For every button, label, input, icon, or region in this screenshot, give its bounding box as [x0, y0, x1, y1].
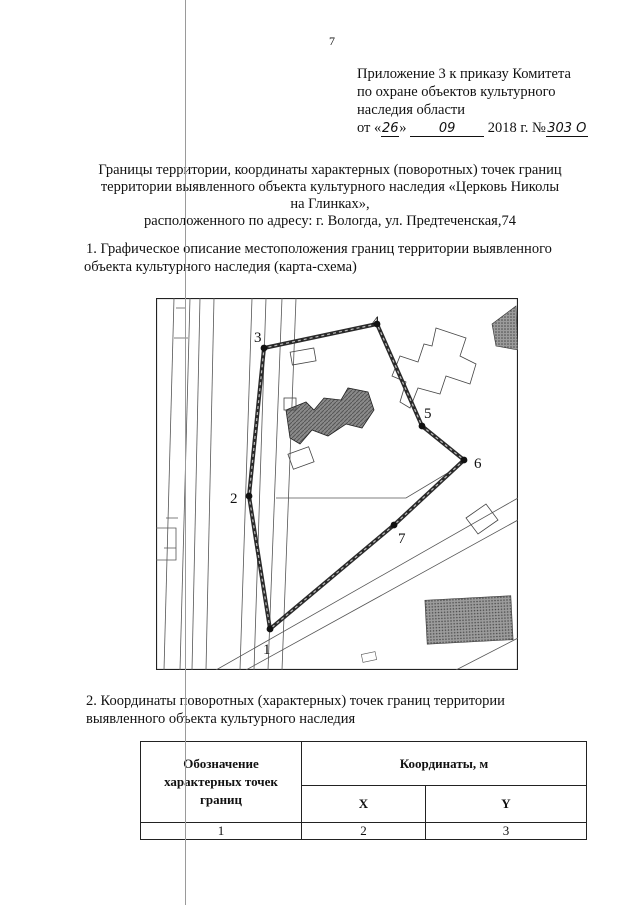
header-coordinates: Координаты, м — [302, 742, 587, 786]
point-label-2: 2 — [230, 491, 238, 507]
section-1-line-1: 1. Графическое описание местоположения границ территории выявленного — [86, 241, 552, 257]
title-line-4: расположенного по адресу: г. Вологда, ул. Предтеченская,74 — [144, 213, 516, 229]
document-title — [60, 162, 600, 230]
building-south-east — [425, 596, 513, 644]
point-2-marker — [246, 493, 253, 500]
title-line-3: на Глинках», — [290, 196, 370, 212]
index-cell-3: 3 — [426, 823, 587, 840]
point-7-marker — [391, 522, 398, 529]
appendix-line-3: наследия области — [357, 102, 466, 118]
point-label-1: 1 — [263, 642, 271, 658]
order-number: 303 О — [547, 121, 587, 136]
index-cell-1: 1 — [141, 823, 302, 840]
point-label-5: 5 — [424, 406, 432, 422]
point-label-4: 4 — [372, 314, 380, 330]
section-2-line-1: 2. Координаты поворотных (характерных) точек границ территории — [86, 693, 505, 709]
appendix-header — [357, 65, 588, 137]
point-1-marker — [267, 626, 274, 633]
appendix-line-1: Приложение 3 к приказу Комитета — [357, 66, 571, 82]
header-x: X — [302, 786, 426, 823]
date-year: 2018 г. № — [487, 120, 546, 136]
appendix-date-line — [357, 119, 588, 137]
title-line-1: Границы территории, координаты характерных (поворотных) точек границ — [98, 162, 562, 178]
section-1-line-2: объекта культурного наследия (карта-схема) — [84, 259, 357, 275]
point-5-marker — [419, 423, 426, 430]
date-day: 26 — [382, 121, 399, 136]
page-number: 7 — [329, 34, 335, 48]
section-1-heading — [86, 240, 591, 276]
header-y: Y — [426, 786, 587, 823]
table-row — [141, 823, 587, 840]
title-line-2: территории выявленного объекта культурного наследия «Церковь Николы — [100, 179, 560, 195]
date-prefix: от « — [357, 120, 382, 136]
point-3-marker — [261, 345, 268, 352]
date-mid: » — [399, 120, 407, 136]
scan-fold-line — [185, 0, 186, 905]
section-2-heading — [86, 692, 505, 728]
section-2-line-2: выявленного объекта культурного наследия — [86, 711, 356, 727]
point-label-7: 7 — [398, 531, 406, 547]
coordinates-table — [140, 741, 587, 840]
point-label-3: 3 — [254, 330, 262, 346]
header-designation: Обозначение характерных точек границ — [141, 742, 302, 823]
appendix-line-2: по охране объектов культурного — [357, 84, 556, 100]
boundary-map — [156, 298, 518, 670]
index-cell-2: 2 — [302, 823, 426, 840]
point-6-marker — [461, 457, 468, 464]
date-month: 09 — [410, 120, 484, 137]
table-header-row-1 — [141, 742, 587, 786]
point-label-6: 6 — [474, 456, 482, 472]
